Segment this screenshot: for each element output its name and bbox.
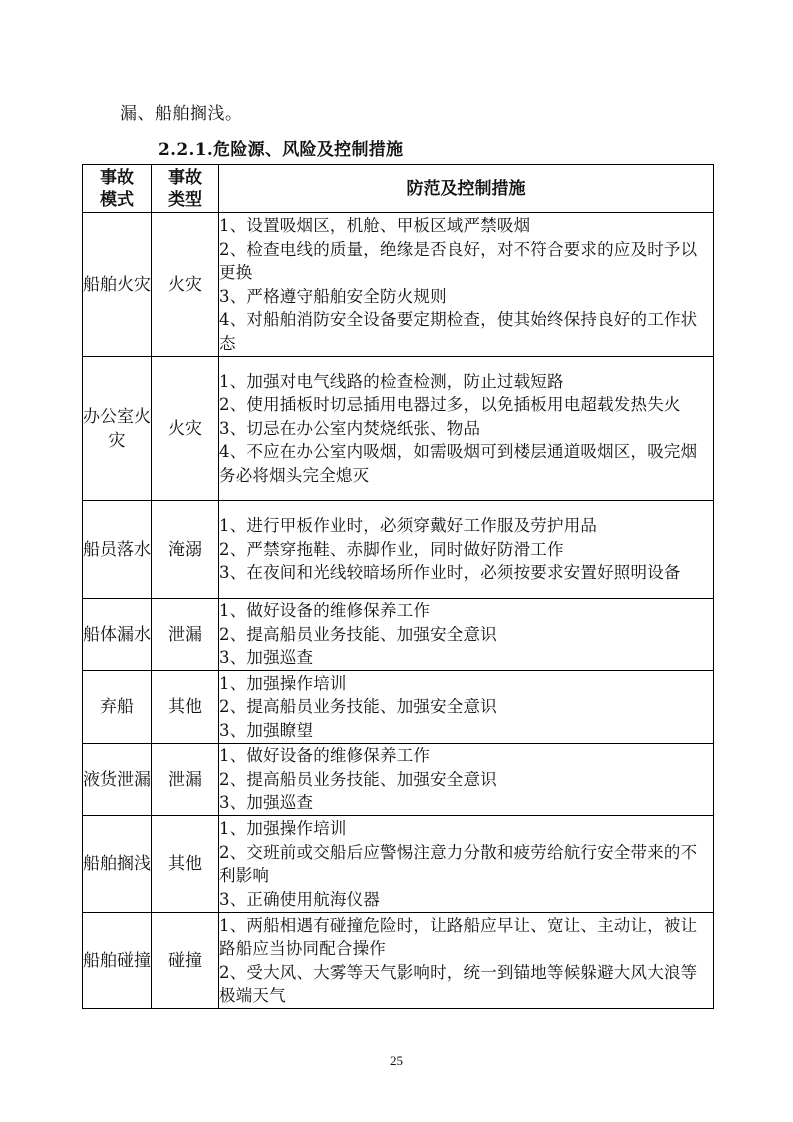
accident-mode: 船舶碰撞 bbox=[83, 913, 152, 1009]
accident-mode: 弃船 bbox=[83, 671, 152, 744]
control-measures bbox=[219, 599, 714, 671]
control-measures bbox=[219, 213, 714, 357]
measure-item: 3、切忌在办公室内焚烧纸张、物品 bbox=[219, 418, 481, 438]
measure-item: 1、设置吸烟区，机舱、甲板区域严禁吸烟 bbox=[219, 216, 531, 235]
section-title: 2.2.1.危险源、风险及控制措施 bbox=[158, 140, 404, 160]
measure-item: 3、加强瞭望 bbox=[219, 720, 314, 740]
accident-mode: 船舶火灾 bbox=[83, 213, 152, 357]
risk-control-table bbox=[82, 164, 714, 1009]
header-accident-mode: 事故模式 bbox=[83, 165, 152, 213]
intro-text: 漏、船舶搁浅。 bbox=[120, 104, 243, 124]
measure-item: 1、进行甲板作业时，必须穿戴好工作服及劳护用品 bbox=[219, 516, 598, 536]
table-row bbox=[83, 599, 714, 671]
measure-item: 3、严格遵守船舶安全防火规则 bbox=[219, 286, 447, 306]
table-row bbox=[83, 671, 714, 744]
header-control-measures: 防范及控制措施 bbox=[219, 165, 714, 213]
accident-type: 泄漏 bbox=[152, 599, 219, 671]
accident-mode: 液货泄漏 bbox=[83, 744, 152, 816]
control-measures bbox=[219, 744, 714, 816]
measure-item: 2、受大风、大雾等天气影响时，统一到锚地等候躲避大风大浪等极端天气 bbox=[219, 962, 698, 1005]
measure-item: 2、提高船员业务技能、加强安全意识 bbox=[219, 697, 497, 717]
page-number: 25 bbox=[390, 1053, 403, 1068]
control-measures bbox=[219, 501, 714, 599]
measure-item: 1、加强操作培训 bbox=[219, 819, 347, 838]
table-row bbox=[83, 357, 714, 501]
accident-type: 泄漏 bbox=[152, 744, 219, 816]
accident-mode: 船员落水 bbox=[83, 501, 152, 599]
table-header-row bbox=[83, 165, 714, 213]
accident-type: 火灾 bbox=[152, 213, 219, 357]
measure-item: 2、提高船员业务技能、加强安全意识 bbox=[219, 624, 497, 644]
measure-item: 2、严禁穿拖鞋、赤脚作业，同时做好防滑工作 bbox=[219, 539, 564, 559]
table-row bbox=[83, 913, 714, 1009]
measure-item: 1、做好设备的维修保养工作 bbox=[219, 746, 431, 766]
header-accident-type: 事故类型 bbox=[152, 165, 219, 213]
table-row bbox=[83, 744, 714, 816]
accident-mode: 船舶搁浅 bbox=[83, 816, 152, 913]
measure-item: 4、对船舶消防安全设备要定期检查，使其始终保持良好的工作状态 bbox=[219, 310, 698, 353]
measure-item: 2、提高船员业务技能、加强安全意识 bbox=[219, 769, 497, 789]
measure-item: 3、加强巡查 bbox=[219, 793, 314, 813]
measure-item: 1、两船相遇有碰撞危险时，让路船应早让、宽让、主动让，被让路船应当协同配合操作 bbox=[219, 915, 698, 958]
measure-item: 4、不应在办公室内吸烟，如需吸烟可到楼层通道吸烟区，吸完烟务必将烟头完全熄灭 bbox=[219, 442, 698, 485]
control-measures bbox=[219, 671, 714, 744]
measure-item: 1、做好设备的维修保养工作 bbox=[219, 601, 431, 621]
measure-item: 3、正确使用航海仪器 bbox=[219, 889, 380, 909]
control-measures bbox=[219, 816, 714, 913]
control-measures bbox=[219, 357, 714, 501]
measure-item: 2、检查电线的质量，绝缘是否良好，对不符合要求的应及时予以更换 bbox=[219, 239, 698, 282]
accident-type: 火灾 bbox=[152, 357, 219, 501]
accident-type: 碰撞 bbox=[152, 913, 219, 1009]
table-row bbox=[83, 501, 714, 599]
accident-mode: 船体漏水 bbox=[83, 599, 152, 671]
accident-type: 其他 bbox=[152, 671, 219, 744]
accident-type: 其他 bbox=[152, 816, 219, 913]
table-body bbox=[83, 213, 714, 1009]
measure-item: 1、加强对电气线路的检查检测，防止过载短路 bbox=[219, 371, 564, 391]
control-measures bbox=[219, 913, 714, 1009]
table-row bbox=[83, 213, 714, 357]
measure-item: 2、交班前或交船后应警惕注意力分散和疲劳给航行安全带来的不利影响 bbox=[219, 842, 698, 885]
accident-mode: 办公室火灾 bbox=[83, 357, 152, 501]
accident-type: 淹溺 bbox=[152, 501, 219, 599]
measure-item: 1、加强操作培训 bbox=[219, 673, 347, 693]
table-row bbox=[83, 816, 714, 913]
measure-item: 2、使用插板时切忌插用电器过多，以免插板用电超载发热失火 bbox=[219, 395, 681, 415]
measure-item: 3、在夜间和光线较暗场所作业时，必须按要求安置好照明设备 bbox=[219, 563, 681, 583]
measure-item: 3、加强巡查 bbox=[219, 648, 314, 668]
